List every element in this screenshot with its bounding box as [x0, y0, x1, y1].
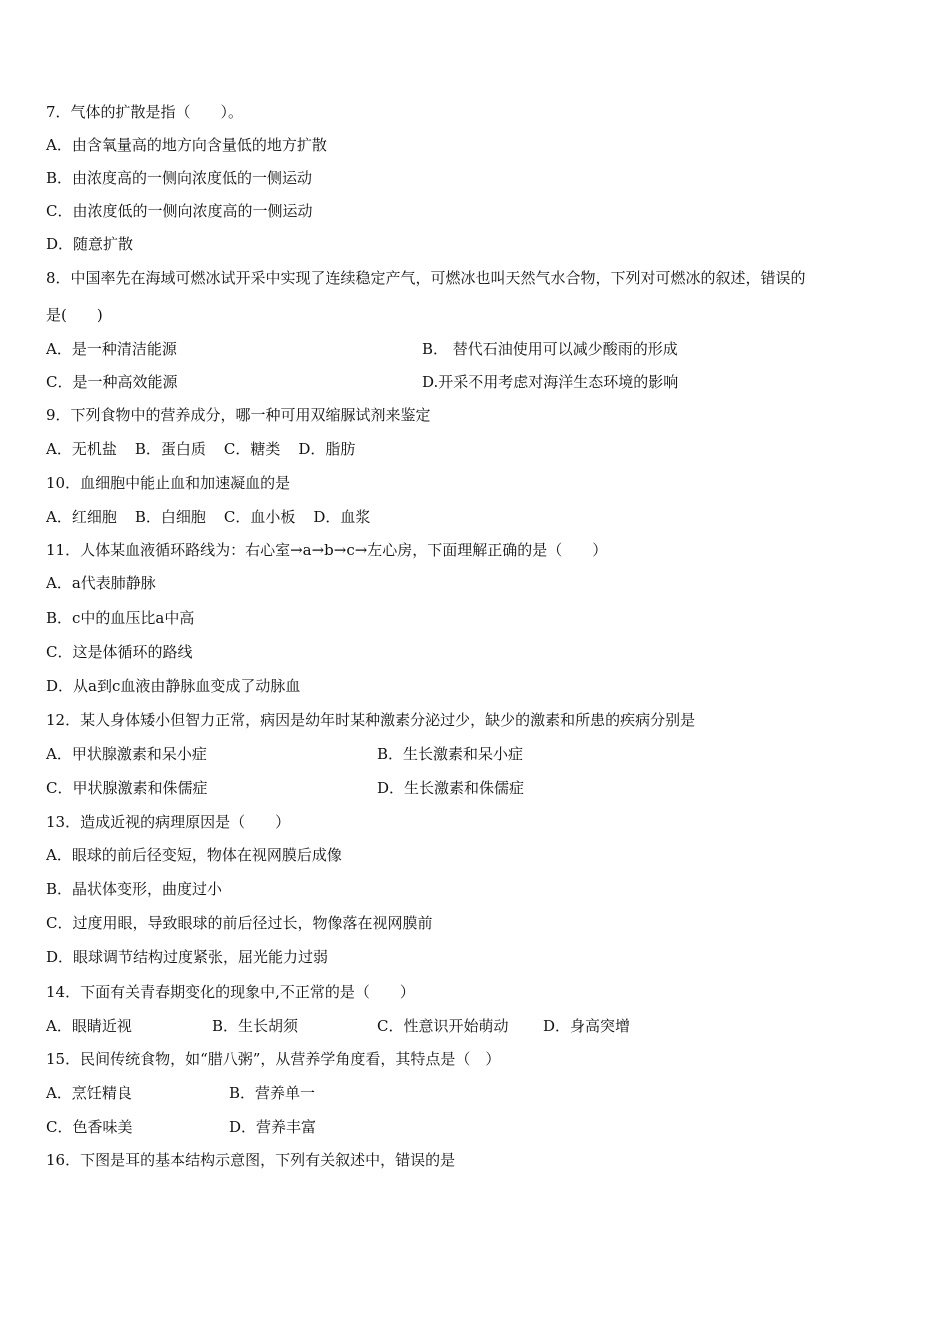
question-15-option-a: A．烹饪精良 [46, 1084, 132, 1102]
question-10-stem: 10．血细胞中能止血和加速凝血的是 [46, 474, 291, 492]
question-8-option-b: B． 替代石油使用可以减少酸雨的形成 [422, 340, 678, 358]
question-9-stem: 9．下列食物中的营养成分，哪一种可用双缩脲试剂来鉴定 [46, 406, 431, 424]
question-10-option-d: D．血浆 [313, 508, 371, 526]
question-15-option-c: C．色香味美 [46, 1118, 133, 1136]
question-13-option-b: B．晶状体变形，曲度过小 [46, 880, 223, 898]
question-10-options [46, 507, 370, 527]
question-9-option-b: B．蛋白质 [134, 440, 206, 458]
question-14-option-a: A．眼睛近视 [46, 1017, 132, 1035]
question-15-stem: 15．民间传统食物，如“腊八粥”，从营养学角度看，其特点是（ ） [46, 1050, 501, 1068]
question-8-stem-line2: 是( ) [46, 306, 103, 324]
question-11-option-d: D．从a到c血液由静脉血变成了动脉血 [46, 677, 301, 695]
question-14-stem: 14．下面有关青春期变化的现象中,不正常的是（ ） [46, 983, 415, 1001]
question-14-option-b: B．生长胡须 [212, 1017, 299, 1035]
question-9-option-d: D．脂肪 [298, 440, 356, 458]
question-13-option-a: A．眼球的前后径变短，物体在视网膜后成像 [46, 846, 342, 864]
question-9-options [46, 439, 355, 459]
question-7-option-c: C．由浓度低的一侧向浓度高的一侧运动 [46, 202, 313, 220]
question-16-stem: 16．下图是耳的基本结构示意图，下列有关叙述中，错误的是 [46, 1151, 456, 1169]
question-9-option-c: C．糖类 [223, 440, 281, 458]
question-12-option-c: C．甲状腺激素和侏儒症 [46, 779, 208, 797]
question-7-option-b: B．由浓度高的一侧向浓度低的一侧运动 [46, 169, 313, 187]
question-8-option-c: C．是一种高效能源 [46, 373, 178, 391]
question-8-option-d: D.开采不用考虑对海洋生态环境的影响 [422, 373, 679, 391]
question-7-stem: 7．气体的扩散是指（ ）。 [46, 103, 244, 121]
question-9-option-a: A．无机盐 [46, 440, 117, 458]
question-13-stem: 13．造成近视的病理原因是（ ） [46, 813, 291, 831]
question-12-option-a: A．甲状腺激素和呆小症 [46, 745, 207, 763]
question-12-option-d: D．生长激素和侏儒症 [377, 779, 525, 797]
question-11-option-b: B．c中的血压比a中高 [46, 609, 195, 627]
question-15-option-d: D．营养丰富 [229, 1118, 317, 1136]
question-13-option-d: D．眼球调节结构过度紧张，屈光能力过弱 [46, 948, 329, 966]
question-8-option-a: A．是一种清洁能源 [46, 340, 177, 358]
question-7-option-d: D．随意扩散 [46, 235, 134, 253]
question-8-stem-line1: 8．中国率先在海域可燃冰试开采中实现了连续稳定产气，可燃冰也叫天然气水合物，下列对可燃冰的叙述，错误的 [46, 269, 806, 287]
question-11-option-a: A．a代表肺静脉 [46, 574, 156, 592]
question-12-option-b: B．生长激素和呆小症 [377, 745, 524, 763]
question-10-option-b: B．白细胞 [134, 508, 206, 526]
question-14-option-c: C．性意识开始萌动 [377, 1017, 509, 1035]
question-7-option-a: A．由含氧量高的地方向含量低的地方扩散 [46, 136, 327, 154]
question-14-option-d: D．身高突增 [543, 1017, 631, 1035]
question-15-option-b: B．营养单一 [229, 1084, 316, 1102]
question-13-option-c: C．过度用眼，导致眼球的前后径过长，物像落在视网膜前 [46, 914, 433, 932]
question-11-stem: 11．人体某血液循环路线为：右心室→a→b→c→左心房，下面理解正确的是（ ） [46, 541, 608, 559]
question-10-option-c: C．血小板 [223, 508, 296, 526]
question-11-option-c: C．这是体循环的路线 [46, 643, 193, 661]
question-10-option-a: A．红细胞 [46, 508, 117, 526]
question-12-stem: 12．某人身体矮小但智力正常，病因是幼年时某种激素分泌过少，缺少的激素和所患的疾病分别是 [46, 711, 696, 729]
